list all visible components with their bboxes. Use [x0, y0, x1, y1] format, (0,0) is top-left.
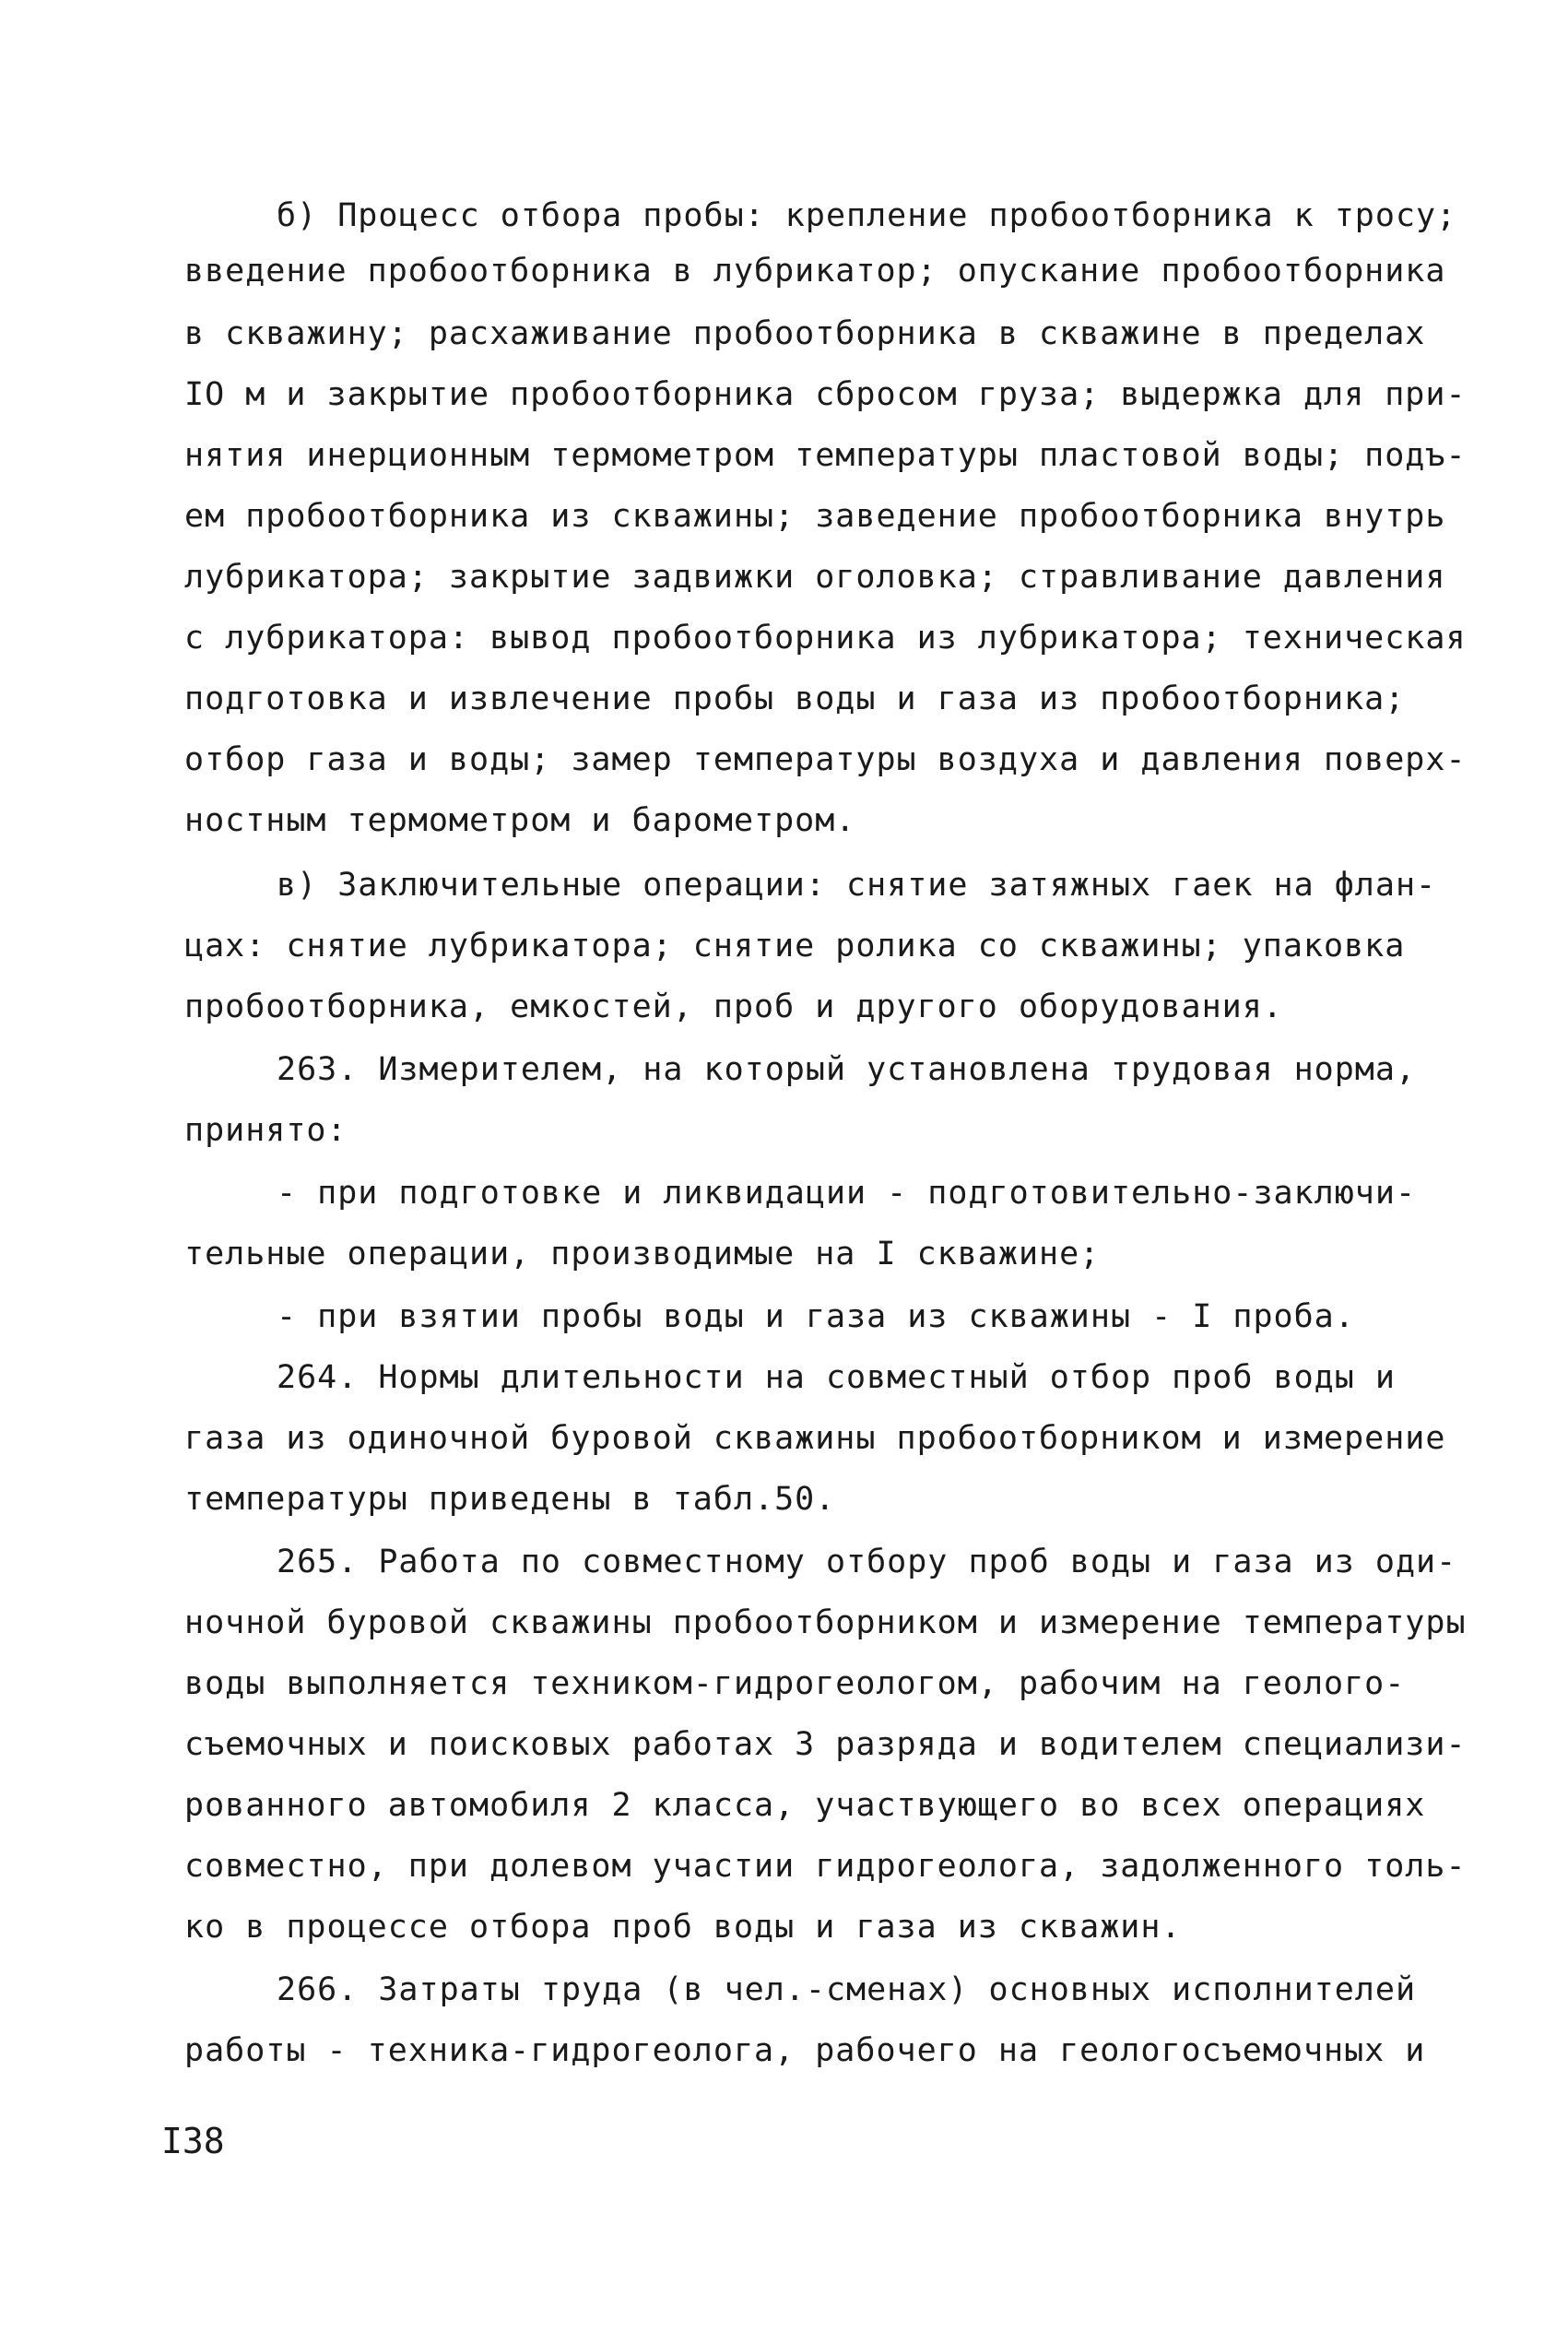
text-line: с лубрикатора: вывод пробоотборника из лубрикатора; техническая: [184, 620, 1467, 657]
text-line: рованного автомобиля 2 класса, участвующего во всех операциях: [184, 1787, 1426, 1824]
text-line: работы - техника-гидрогеолога, рабочего на геологосъемочных и: [184, 2032, 1426, 2069]
text-line: 264. Нормы длительности на совместный отбор проб воды и: [277, 1359, 1396, 1396]
text-line: - при взятии пробы воды и газа из скважины - I проба.: [277, 1298, 1355, 1335]
text-line: газа из одиночной буровой скважины пробоотборником и измерение: [184, 1420, 1446, 1457]
text-line: пробоотборника, емкостей, проб и другого оборудования.: [184, 988, 1283, 1025]
text-line: 266. Затраты труда (в чел.-сменах) основных исполнителей: [277, 1971, 1417, 2008]
text-line: 263. Измерителем, на который установлена трудовая норма,: [277, 1051, 1417, 1088]
text-line: IO м и закрытие пробоотборника сбросом груза; выдержка для при-: [184, 376, 1467, 413]
text-line: отбор газа и воды; замер температуры воздуха и давления поверх-: [184, 741, 1467, 778]
text-line: б) Процесс отбора пробы: крепление пробоотборника к тросу;: [277, 197, 1457, 234]
text-line: ностным термометром и барометром.: [184, 802, 856, 839]
text-line: ко в процессе отбора проб воды и газа из скважин.: [184, 1909, 1182, 1946]
text-line: принято:: [184, 1112, 348, 1149]
text-line: подготовка и извлечение пробы воды и газа из пробоотборника;: [184, 680, 1406, 717]
text-line: - при подготовке и ликвидации - подготовительно-заключи-: [277, 1175, 1417, 1212]
text-line: тельные операции, производимые на I скважине;: [184, 1236, 1101, 1272]
text-line: нятия инерционным термометром температуры пластовой воды; подъ-: [184, 437, 1467, 474]
text-line: введение пробоотборника в лубрикатор; опускание пробоотборника: [184, 253, 1446, 290]
text-line: в скважину; расхаживание пробоотборника в скважине в пределах: [184, 315, 1426, 352]
text-line: ем пробоотборника из скважины; заведение пробоотборника внутрь: [184, 498, 1446, 535]
text-line: цах: снятие лубрикатора; снятие ролика со скважины; упаковка: [184, 928, 1406, 964]
text-line: съемочных и поисковых работах 3 разряда и водителем специализи-: [184, 1726, 1467, 1763]
text-line: лубрикатора; закрытие задвижки оголовка; стравливание давления: [184, 559, 1446, 596]
text-line: в) Заключительные операции: снятие затяжных гаек на флан-: [277, 867, 1437, 904]
text-line: совместно, при долевом участии гидрогеолога, задолженного толь-: [184, 1848, 1467, 1885]
text-line: воды выполняется техником-гидрогеологом, рабочим на геолого-: [184, 1665, 1406, 1702]
page-number: I38: [161, 2121, 225, 2161]
text-line: ночной буровой скважины пробоотборником и измерение температуры: [184, 1604, 1467, 1641]
text-line: температуры приведены в табл.50.: [184, 1481, 836, 1518]
text-line: 265. Работа по совместному отбору проб воды и газа из оди-: [277, 1544, 1457, 1580]
